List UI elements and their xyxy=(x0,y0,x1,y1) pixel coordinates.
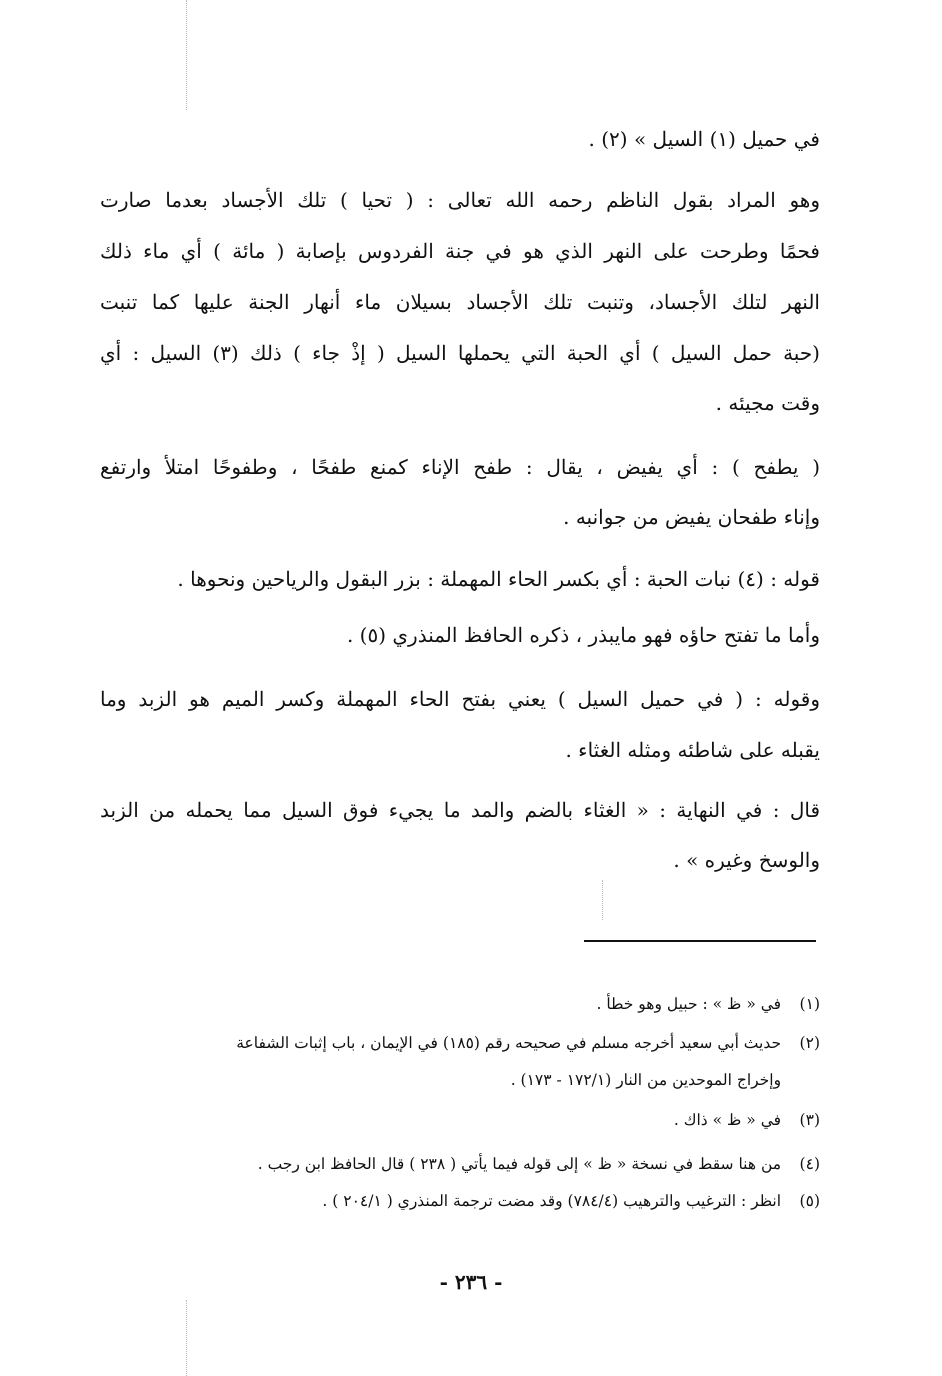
body-line: فحمًا وطرحت على النهر الذي هو في جنة الفردوس بإصابة ( مائة ) أي ماء ذلك xyxy=(100,239,820,263)
body-line: قوله : (٤) نبات الحبة : أي بكسر الحاء المهملة : بزر البقول والرياحين ونحوها . xyxy=(177,567,820,591)
footnote-number: (٢) xyxy=(799,1034,820,1052)
scan-artifact-line xyxy=(186,0,187,110)
footnote-text: في « ظ » ذاك . xyxy=(673,1111,782,1129)
footnote xyxy=(100,1152,820,1176)
footnote-number: (٤) xyxy=(799,1155,820,1173)
footnote-number: (١) xyxy=(799,995,820,1013)
footnote-text: في « ظ » : حبيل وهو خطأ . xyxy=(596,995,782,1013)
body-line: يقبله على شاطئه ومثله الغثاء . xyxy=(565,738,820,762)
footnote-continuation xyxy=(100,1068,820,1092)
footnote-text: من هنا سقط في نسخة « ظ » إلى قوله فيما يأتي ( ٢٣٨ ) قال الحافظ ابن رجب . xyxy=(257,1155,782,1173)
book-page xyxy=(100,0,820,1376)
body-line: وأما ما تفتح حاؤه فهو مايبذر ، ذكره الحافظ المنذري (٥) . xyxy=(346,623,820,647)
scan-artifact-line xyxy=(186,1300,187,1376)
body-line: في حميل (١) السيل » (٢) . xyxy=(588,127,820,151)
body-line: وهو المراد بقول الناظم رحمه الله تعالى : ( تحيا ) تلك الأجساد بعدما صارت xyxy=(100,188,820,212)
footnote-text: وإخراج الموحدين من النار (١٧٢/١ - ١٧٣) . xyxy=(510,1071,782,1089)
footnote xyxy=(100,1031,820,1055)
body-line: والوسخ وغيره » . xyxy=(673,848,820,872)
body-line: (حبة حمل السيل ) أي الحبة التي يحملها السيل ( إذْ جاء ) ذلك (٣) السيل : أي xyxy=(100,341,820,365)
body-line: ( يطفح ) : أي يفيض ، يقال : طفح الإناء كمنع طفحًا ، وطفوحًا امتلأ وارتفع xyxy=(100,455,820,479)
footnote-text: انظر : الترغيب والترهيب (٧٨٤/٤) وقد مضت ترجمة المنذري ( ٢٠٤/١ ) . xyxy=(322,1192,782,1210)
body-line: وقوله : ( في حميل السيل ) يعني بفتح الحاء المهملة وكسر الميم هو الزبد وما xyxy=(100,687,820,711)
body-line: وإناء طفحان يفيض من جوانبه . xyxy=(563,505,820,529)
body-line: قال : في النهاية : « الغثاء بالضم والمد ما يجيء فوق السيل مما يحمله من الزبد xyxy=(100,798,820,822)
scan-artifact-line xyxy=(602,880,603,920)
footnote-number: (٥) xyxy=(799,1192,820,1210)
footnote-number: (٣) xyxy=(799,1111,820,1129)
body-line: النهر لتلك الأجساد، وتنبت تلك الأجساد بسيلان ماء أنهار الجنة عليها كما تنبت xyxy=(100,290,820,314)
body-line: وقت مجيئه . xyxy=(715,391,820,415)
footnote-separator xyxy=(584,940,816,942)
footnote-text: حديث أبي سعيد أخرجه مسلم في صحيحه رقم (١٨٥) في الإيمان ، باب إثبات الشفاعة xyxy=(236,1034,782,1052)
footnote xyxy=(100,992,820,1016)
page-number: - ٢٣٦ - xyxy=(439,1270,503,1294)
footnote xyxy=(100,1108,820,1132)
footnote xyxy=(100,1189,820,1213)
